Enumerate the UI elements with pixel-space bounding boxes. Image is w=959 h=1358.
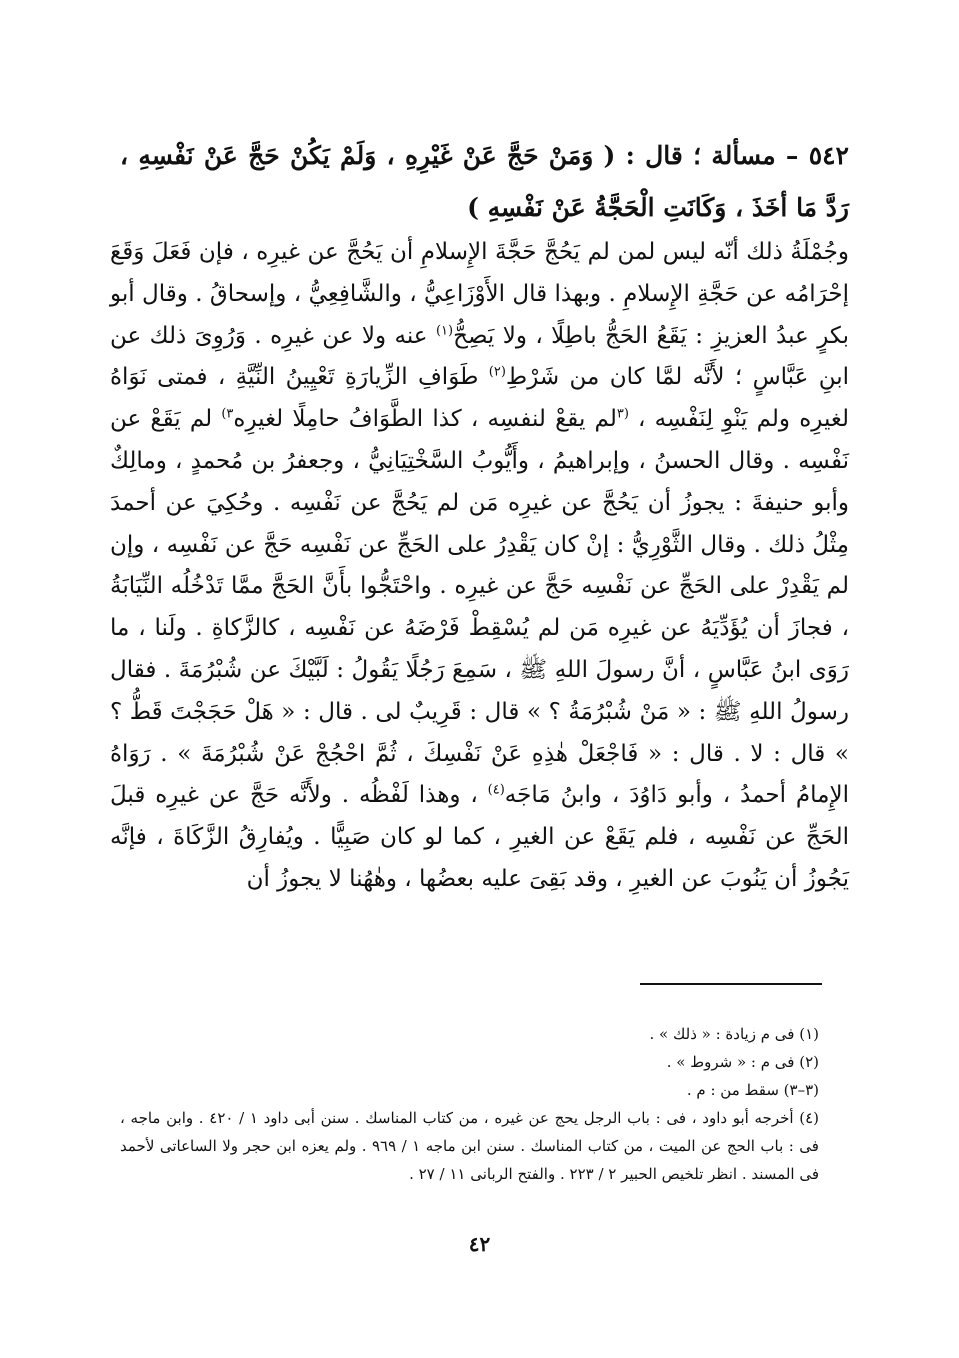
footnote-2: (٢) فى م : « شروط » .	[666, 1053, 819, 1071]
main-text-part-3: طَوَافِ الزِّيارَةِ تَعْيِينُ النِّيَّةِ ، فمتى نَوَاهُ لغيرِه ولم يَنْوِ لِنَفْسِه ،	[110, 364, 849, 433]
issue-number: ٥٤٢	[808, 141, 849, 170]
main-text-part-1: وجُمْلَةُ ذلك أنّه ليس لمن لم يَحُجَّ حَجَّةَ الإِسلامِ أن يَحُجَّ عن غيرِه ، فإن فَعَلَ وَقَعَ إحْرَامُه عن حَجَّةِ الإِسلامِ . وبهذا قال الأَوْزَاعِيُّ ، والشَّافِعِيُّ ، وإسحاقُ . وقال أبو بكرٍ عبدُ العزيزِ : يَقَعُ الحَجُّ باطِلًا ، ولا يَصِحُّ	[110, 239, 849, 349]
footnote-ref-4: (٤)	[487, 782, 505, 798]
main-text	[110, 232, 849, 901]
footnote-ref-2: (٢)	[488, 364, 506, 380]
page-number: ٤٢	[468, 1232, 491, 1256]
footnote-ref-1: (١)	[435, 322, 454, 338]
footnote-ref-3-end: ٣)	[221, 406, 234, 422]
main-text-part-4: لم يقعْ لنفسِه ، كذا الطَّوَافُ حامِلًا لغيرِه	[233, 406, 617, 433]
main-text-part-2: عنه ولا عن غيرِه . وَرُوِىَ ذلك عن ابنِ عَبَّاسٍ ؛ لأَنَّه لمَّا كان من شَرْطِ	[110, 322, 849, 391]
main-text-part-5: لم يَقَعْ عن نَفْسِه . وقال الحسنُ ، وإبراهيمُ ، وأَيُّوبُ السَّخْتِيَانِيُّ ، وجعفرُ بن مُحمدٍ ، ومالِكٌ وأبو حنيفةَ : يجوزُ أن يَحُجَّ عن غيرِه مَن لم يَحُجَّ عن نَفْسِه . وحُكِيَ عن أحمدَ مِثْلُ ذلك . وقال الثَّوْرِيُّ : إنْ كان يَقْدِرُ على الحَجِّ عن نَفْسِه حَجَّ عن نَفْسِه ، وإن لم يَقْدِرْ على الحَجِّ عن نَفْسِه حَجَّ عن غيرِه . واحْتَجُّوا بأَنَّ الحَجَّ ممَّا تَدْخُلُه النِّيَابَةُ ، فجازَ أن يُؤَدِّيَهُ عن غيرِه مَن لم يُسْقِطْ فَرْضَهُ عن نَفْسِه ، كالزَّكاةِ . ولَنا ، ما رَوَى ابنُ عَبَّاسٍ ، أنَّ رسولَ اللهِ ﷺ ، سَمِعَ رَجُلًا يَقُولُ : لَبَّيْكَ عن شُبْرُمَةَ . فقال رسولُ اللهِ ﷺ : « مَنْ شُبْرُمَةُ ؟ » قال : قَرِيبٌ لى . قال : « هَلْ حَجَجْتَ قَطُّ ؟ » قال : لا . قال : « فَاجْعَلْ هٰذِهِ عَنْ نَفْسِكَ ، ثُمَّ احْجُجْ عَنْ شُبْرُمَةَ » . رَوَاهُ الإِمامُ أحمدُ ، وأبو دَاوُدَ ، وابنُ مَاجَه	[110, 406, 850, 809]
footnotes	[120, 1020, 819, 1188]
footnote-3: (٣–٣) سقط من : م .	[686, 1081, 819, 1099]
issue-heading	[120, 130, 849, 234]
footnote-4: (٤) أخرجه أبو داود ، فى : باب الرجل يحج عن غيره ، من كتاب المناسك . سنن أبى داود ١ / ٤٢٠ . وابن ماجه ، فى : باب الحج عن الميت ، من كتاب المناسك . سنن ابن ماجه ١ / ٩٦٩ . ولم يعزه ابن حجر ولا الساعاتى لأحمد فى المسند . انظر تلخيص الحبير ٢ / ٢٢٣ . والفتح الربانى ١١ / ٢٧ .	[120, 1109, 819, 1183]
main-text-part-6: ، وهذا لَفْظُه . ولأَنَّه حَجَّ عن غيرِه قبلَ الحَجِّ عن نَفْسِه ، فلم يَقَعْ عن الغيرِ ، كما لو كان صَبِيًّا . ويُفارِقُ الزَّكَاةَ ، فإنَّه يَجُوزُ أن يَنُوبَ عن الغيرِ ، وقد بَقِىَ عليه بعضُها ، وهٰهُنا لا يجوزُ أن	[110, 782, 849, 892]
footnote-1: (١) فى م زيادة : « ذلك » .	[649, 1025, 819, 1043]
footnote-separator	[640, 983, 822, 985]
issue-title: – مسألة ؛ قال : ( وَمَنْ حَجَّ عَنْ غَيْرِهِ ، وَلَمْ يَكُنْ حَجَّ عَنْ نَفْسِهِ ، رَدَّ مَا أخَذَ ، وَكَانَتِ الْحَجَّةُ عَنْ نَفْسِهِ )	[120, 141, 849, 222]
footnote-ref-3-start: (٣	[616, 406, 629, 422]
